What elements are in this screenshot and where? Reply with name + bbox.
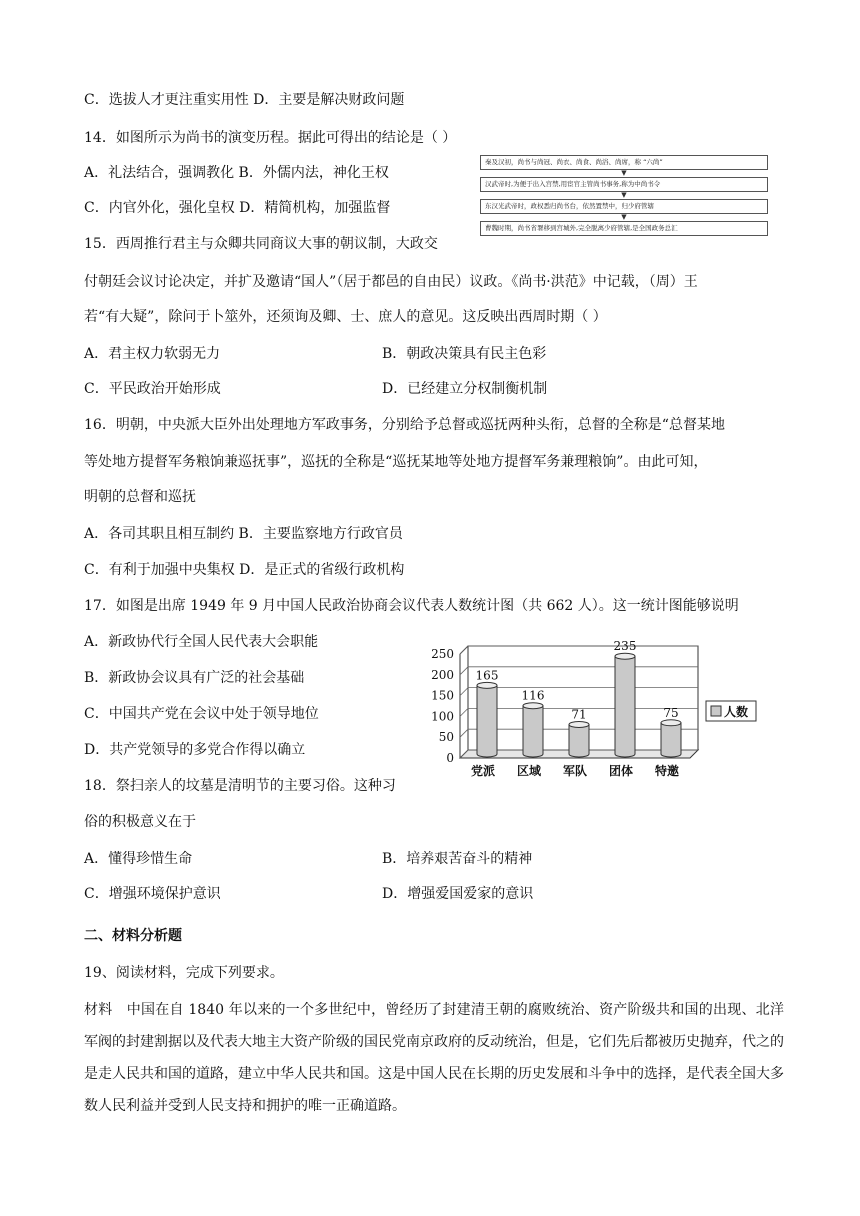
flow-box-2: 汉武帝时,为便于出入宫禁,用宦官主管尚书事务,称为中尚书令 (480, 177, 768, 192)
bar-top (569, 721, 589, 727)
q15-option-b: B．朝政决策具有民主色彩 (382, 346, 547, 362)
bar-value-label: 235 (613, 639, 637, 654)
bar-top (477, 682, 497, 688)
bar-body (523, 706, 543, 757)
shangshu-flow-chart (480, 155, 768, 236)
q14-options-cd: C．内官外化，强化皇权 D．精简机构，加强监督 (84, 200, 391, 216)
q16-line-2: 等处地方提督军务粮饷兼巡抚事”，巡抚的全称是“巡抚某地等处地方提督军务兼理粮饷”。由此可知， (84, 454, 708, 470)
bar-body (615, 656, 635, 757)
down-arrow-icon: ▼ (621, 213, 627, 221)
flow-box-4: 曹魏时期，尚书省署移到宫城外,完全脱离少府管辖,是全国政务总汇 (480, 221, 768, 236)
q16-line-1: 16．明朝，中央派大臣外出处理地方军政事务，分别给予总督或巡抚两种头衔，总督的全称是“总督某地 (84, 417, 725, 433)
bar-value-label: 71 (571, 707, 587, 722)
q15-option-d: D．已经建立分权制衡机制 (382, 381, 548, 397)
q15-line-1: 15．西周推行君主与众卿共同商议大事的朝议制，大政交 (84, 236, 438, 252)
q18-option-b: B．培养艰苦奋斗的精神 (382, 851, 533, 867)
down-arrow-icon: ▼ (621, 169, 627, 177)
y-tick-label: 150 (431, 688, 454, 703)
flow-box-1: 秦及汉初，尚书与尚冠、尚衣、尚食、尚浴、尚席，称 “六尚” (480, 155, 768, 170)
q15-option-c: C．平民政治开始形成 (84, 381, 221, 397)
section-title: 二、材料分析题 (84, 928, 182, 944)
bar-top (615, 653, 635, 659)
q18-option-c: C．增强环境保护意识 (84, 886, 221, 902)
q19-material: 材料 中国在自 1840 年以来的一个多世纪中，曾经历了封建清王朝的腐败统治、资产阶级共和国的出现、北洋军阀的封建割据以及代表大地主大资产阶级的国民党南京政府的反动统治，但是，它们先后都被历史抛弃，代之的是走人民共和国的道路，建立中华人民共和国。这是中国人民在长期的历史发展和斗争中的选择，是代表全国大多数人民利益并受到人民支持和拥护的唯一正确道路。 (84, 1002, 784, 1114)
q16-options-ab: A．各司其职且相互制约 B．主要监察地方行政官员 (84, 526, 403, 542)
q17-stem: 17．如图是出席 1949 年 9 月中国人民政治协商会议代表人数统计图（共 662 人）。这一统计图能够说明 (84, 598, 739, 614)
q19-stem: 19、阅读材料，完成下列要求。 (84, 965, 284, 981)
y-tick-label: 0 (446, 751, 454, 765)
bar (661, 720, 681, 757)
bar (615, 653, 635, 757)
q17-option-d: D．共产党领导的多党合作得以确立 (84, 742, 306, 758)
delegates-bar-chart (418, 632, 768, 782)
y-tick-label: 50 (438, 730, 454, 745)
x-category-label: 军队 (562, 764, 588, 778)
bar-body (661, 723, 681, 757)
y-tick-label: 250 (431, 647, 454, 661)
legend-label: 人数 (724, 705, 749, 719)
y-tick-label: 200 (431, 667, 454, 682)
bar (523, 703, 543, 757)
q15-option-a: A．君主权力软弱无力 (84, 346, 221, 362)
bar-value-label: 116 (521, 688, 545, 703)
x-category-label: 特邀 (654, 764, 680, 778)
q17-option-c: C．中国共产党在会议中处于领导地位 (84, 706, 319, 722)
legend-swatch (711, 706, 721, 716)
q18-line-1: 18．祭扫亲人的坟墓是清明节的主要习俗。这种习 (84, 778, 396, 794)
flow-box-3: 东汉光武帝时，政权悉归尚书台，依然置禁中，归少府管辖 (480, 199, 768, 214)
q18-option-a: A．懂得珍惜生命 (84, 851, 193, 867)
bar-top (661, 720, 681, 726)
x-category-label: 区域 (516, 764, 542, 778)
q16-options-cd: C．有利于加强中央集权 D．是正式的省级行政机构 (84, 562, 405, 578)
q15-line-3: 若“有大疑”，除问于卜筮外，还须询及卿、士、庶人的意见。这反映出西周时期（ ） (84, 309, 607, 325)
x-category-label: 党派 (470, 764, 496, 778)
bar (477, 682, 497, 757)
q18-line-2: 俗的积极意义在于 (84, 814, 196, 830)
q14-options-ab: A．礼法结合，强调教化 B．外儒内法，神化王权 (84, 165, 389, 181)
bar-body (477, 685, 497, 757)
q17-option-a: A．新政协代行全国人民代表大会职能 (84, 634, 319, 650)
q14-stem: 14．如图所示为尚书的演变历程。据此可得出的结论是（ ） (84, 130, 457, 146)
bar (569, 721, 589, 757)
q18-option-d: D．增强爱国爱家的意识 (382, 886, 534, 902)
x-category-label: 团体 (608, 764, 634, 778)
bar-value-label: 75 (663, 705, 679, 720)
y-tick-label: 100 (431, 709, 454, 724)
q17-option-b: B．新政协会议具有广泛的社会基础 (84, 670, 305, 686)
q16-line-3: 明朝的总督和巡抚 (84, 489, 196, 505)
bar-body (569, 724, 589, 757)
q15-line-2: 付朝廷会议讨论决定，并扩及邀请“国人”（居于都邑的自由民）议政。《尚书·洪范》中记载，（周）王 (84, 274, 698, 290)
q13-options: C．选拔人才更注重实用性 D．主要是解决财政问题 (84, 92, 405, 108)
bar-value-label: 165 (475, 668, 499, 683)
down-arrow-icon: ▼ (621, 191, 627, 199)
bar-top (523, 703, 543, 709)
